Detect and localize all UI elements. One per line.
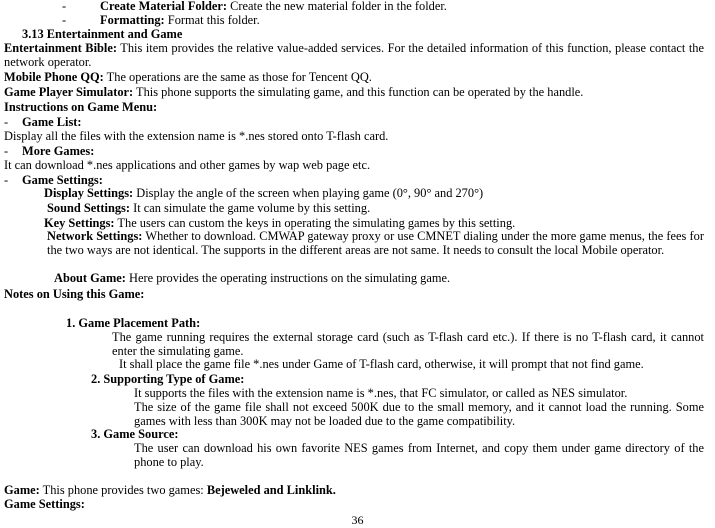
bible-label: Entertainment Bible: <box>4 41 117 55</box>
placement-text-2: It shall place the game file *.nes under Game of T-flash card, otherwise, it will prompt that not find game. <box>119 357 644 371</box>
simulator-label: Game Player Simulator: <box>4 85 134 99</box>
formatting-label: Formatting: <box>100 13 165 27</box>
display-settings-label: Display Settings: <box>44 186 134 200</box>
game-text: This phone provides two games: <box>39 483 207 497</box>
more-games-heading: More Games: <box>22 144 95 158</box>
qq-text: The operations are the same as those for Tencent QQ. <box>103 70 372 84</box>
network-settings-item <box>47 230 704 257</box>
game-list-heading: Game List: <box>22 115 82 129</box>
display-settings-text: Display the angle of the screen when playing game (0°, 90° and 270°) <box>133 186 484 200</box>
game-label: Game: <box>4 483 40 497</box>
sound-settings-text: It can simulate the game volume by this setting. <box>129 201 371 215</box>
game-settings-footer-heading: Game Settings: <box>4 497 85 511</box>
bullet-dash: - <box>62 0 67 13</box>
notes-heading: Notes on Using this Game: <box>4 287 145 301</box>
supporting-text: It supports the files with the extension name is *.nes, that FC simulator, or called as NES simulator. <box>134 386 628 400</box>
create-folder-item <box>100 0 447 14</box>
formatting-text: Format this folder. <box>164 13 260 27</box>
create-folder-text: Create the new material folder in the folder. <box>227 0 447 13</box>
entertainment-bible-paragraph <box>4 42 704 69</box>
placement-text: The game running requires the external storage card (such as T-flash card etc.). If there is no T-flash card, it cannot enter the simulating game. <box>112 330 704 358</box>
game-settings-heading: Game Settings: <box>22 173 103 187</box>
key-settings-text: The users can custom the keys in operating the simulating games by this setting. <box>114 216 516 230</box>
simulator-paragraph <box>4 86 583 100</box>
supporting-text-2: The size of the game file shall not exceed 500K due to the small memory, and it cannot load the running. Some games with less than 300K may not be loaded due to the game compatibility. <box>134 400 704 428</box>
mobile-qq-paragraph <box>4 71 372 85</box>
instructions-heading: Instructions on Game Menu: <box>4 100 158 114</box>
bullet-dash: - <box>62 13 67 27</box>
sound-settings-item <box>47 202 370 216</box>
placement-heading: 1. Game Placement Path: <box>66 316 201 330</box>
network-settings-label: Network Settings: <box>47 229 143 243</box>
key-settings-label: Key Settings: <box>44 216 115 230</box>
formatting-item <box>100 14 260 28</box>
network-settings-text: Whether to download. CMWAP gateway proxy or use CMNET dialing under the more game menus, the fees for the two ways are not identical. The supports in the different areas are not same. It needs to consult the local Mobile operator. <box>47 229 704 257</box>
supporting-heading: 2. Supporting Type of Game: <box>91 372 245 386</box>
about-game-text: Here provides the operating instructions on the simulating game. <box>125 271 451 285</box>
bullet-dash: - <box>4 115 9 129</box>
sound-settings-label: Sound Settings: <box>47 201 130 215</box>
source-heading: 3. Game Source: <box>91 427 179 441</box>
bullet-dash: - <box>4 173 9 187</box>
source-text: The user can download his own favorite NES games from Internet, and copy them under game directory of the phone to play. <box>134 441 704 469</box>
about-game-item <box>54 272 450 286</box>
bible-text: This item provides the relative value-added services. For the detailed information of this function, please contact the network operator. <box>4 41 704 69</box>
simulator-text: This phone supports the simulating game, and this function can be operated by the handle. <box>133 85 584 99</box>
more-games-text: It can download *.nes applications and other games by wap web page etc. <box>4 158 371 172</box>
display-settings-item <box>44 187 483 201</box>
section-heading: 3.13 Entertainment and Game <box>22 27 183 41</box>
game-paragraph <box>4 484 336 498</box>
about-game-label: About Game: <box>54 271 126 285</box>
bullet-dash: - <box>4 144 9 158</box>
page-number: 36 <box>351 513 364 527</box>
game-list-text: Display all the files with the extension name is *.nes stored onto T-flash card. <box>4 129 389 143</box>
create-folder-label: Create Material Folder: <box>100 0 228 13</box>
qq-label: Mobile Phone QQ: <box>4 70 104 84</box>
game-names: Bejeweled and Linklink. <box>206 483 336 497</box>
